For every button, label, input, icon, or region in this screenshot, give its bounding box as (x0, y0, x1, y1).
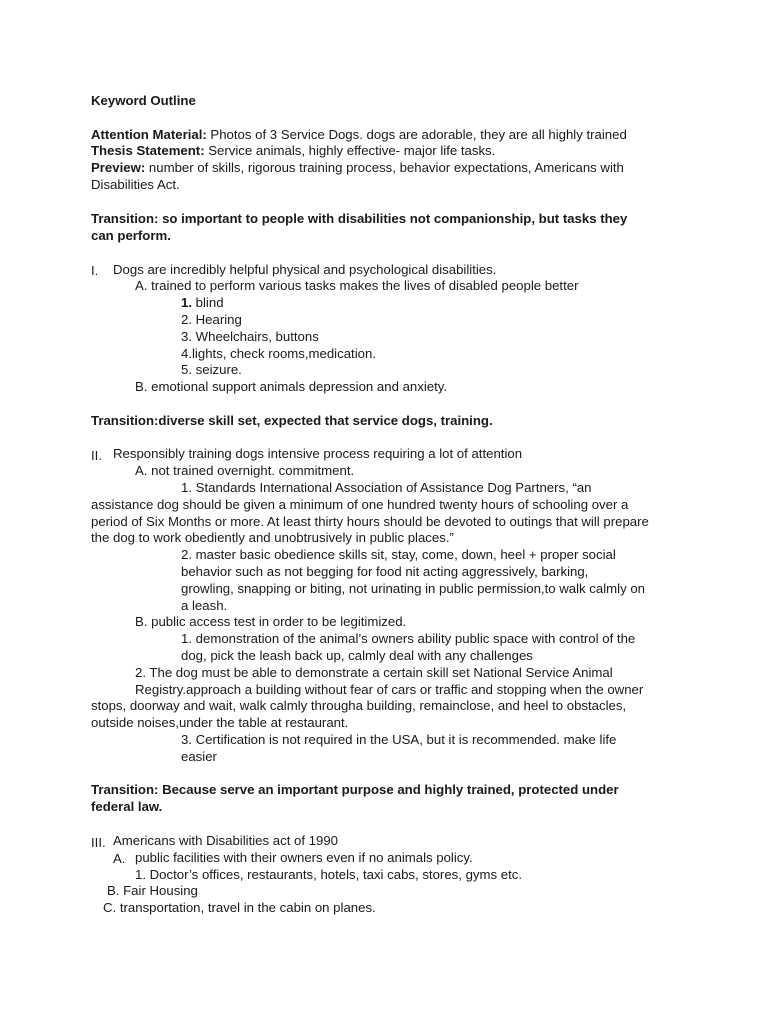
section-2-a2-line-3: growling, snapping or biting, not urinating in public permission,to walk calmly on (181, 581, 646, 596)
section-1-subitem-4: 4.lights, check rooms,medication. (181, 346, 376, 361)
section-3-heading: Americans with Disabilities act of 1990 (113, 833, 339, 848)
section-3-item-a-text: public facilities with their owners even if no animals policy. (135, 850, 473, 865)
attention-material-text: Photos of 3 Service Dogs. dogs are adorable, they are all highly trained (206, 127, 627, 142)
thesis-statement-label: Thesis Statement: (91, 143, 205, 158)
section-2-b2-line-2: Registry.approach a building without fear of cars or traffic and stopping when the owner (135, 682, 644, 697)
transition-3-line-1: Transition: Because serve an important purpose and highly trained, protected under (91, 782, 619, 797)
section-1-item-a: A. trained to perform various tasks makes the lives of disabled people better (135, 278, 579, 293)
section-1-heading: Dogs are incredibly helpful physical and psychological disabilities. (113, 262, 497, 277)
transition-2: Transition:diverse skill set, expected that service dogs, training. (91, 413, 493, 428)
section-2-b3-line-2: easier (181, 749, 217, 764)
subitem-1-text: blind (192, 295, 224, 310)
attention-material-label: Attention Material: (91, 127, 207, 142)
section-1-subitem-1 (181, 295, 224, 312)
section-2-b2-line-3: stops, doorway and wait, walk calmly througha building, remainclose, and heel to obstacles, (91, 698, 627, 713)
section-2-b1-line-1: 1. demonstration of the animal’s owners ability public space with control of the (181, 631, 636, 646)
section-1-subitem-2: 2. Hearing (181, 312, 242, 327)
section-2-a2-line-2: behavior such as not begging for food nit acting aggressively, barking, (181, 564, 589, 579)
transition-3-line-2: federal law. (91, 799, 163, 814)
section-1-subitem-5: 5. seizure. (181, 362, 242, 377)
document-title: Keyword Outline (91, 93, 196, 108)
section-2-a2-line-1: 2. master basic obedience skills sit, stay, come, down, heel + proper social (181, 547, 616, 562)
section-3-numeral: III. (91, 835, 106, 850)
preview-line-2: Disabilities Act. (91, 177, 180, 192)
transition-1-line-2: can perform. (91, 228, 171, 243)
section-3-item-c: C. transportation, travel in the cabin on planes. (103, 900, 376, 915)
preview-label: Preview: (91, 160, 146, 175)
section-2-heading: Responsibly training dogs intensive process requiring a lot of attention (113, 446, 523, 461)
section-2-a1-line-3: period of Six Months or more. At least thirty hours should be devoted to outings that will prepare (91, 514, 649, 529)
section-1-item-b: B. emotional support animals depression and anxiety. (135, 379, 448, 394)
section-1-subitem-3: 3. Wheelchairs, buttons (181, 329, 319, 344)
section-2-b1-line-2: dog, pick the leash back up, calmly deal with any challenges (181, 648, 533, 663)
preview-line (91, 160, 624, 177)
section-2-a2-line-4: a leash. (181, 598, 228, 613)
section-2-a1-line-4: the dog to work obediently and unobtrusively in public places.” (91, 530, 454, 545)
section-1-numeral: I. (91, 263, 99, 278)
section-2-b2-line-1: 2. The dog must be able to demonstrate a certain skill set National Service Animal (135, 665, 613, 680)
section-2-item-b: B. public access test in order to be legitimized. (135, 614, 407, 629)
section-2-numeral: II. (91, 448, 102, 463)
section-2-a1-line-2: assistance dog should be given a minimum of one hundred twenty hours of schooling over a (91, 497, 629, 512)
section-2-a1-line-1: 1. Standards International Association of Assistance Dog Partners, “an (181, 480, 592, 495)
section-3-item-b: B. Fair Housing (107, 883, 198, 898)
thesis-statement-line (91, 143, 495, 160)
section-2-item-a: A. not trained overnight. commitment. (135, 463, 355, 478)
section-2-b2-line-4: outside noises,under the table at restaurant. (91, 715, 349, 730)
section-3-a1: 1. Doctor’s offices, restaurants, hotels, taxi cabs, stores, gyms etc. (135, 867, 522, 882)
preview-text: number of skills, rigorous training process, behavior expectations, Americans with (145, 160, 624, 175)
section-2-b3-line-1: 3. Certification is not required in the USA, but it is recommended. make life (181, 732, 617, 747)
transition-1-line-1: Transition: so important to people with disabilities not companionship, but tasks they (91, 211, 628, 226)
subitem-1-number: 1. (181, 295, 192, 310)
section-3-item-a-label: A. (113, 851, 126, 866)
attention-material-line (91, 127, 627, 144)
thesis-statement-text: Service animals, highly effective- major life tasks. (204, 143, 496, 158)
